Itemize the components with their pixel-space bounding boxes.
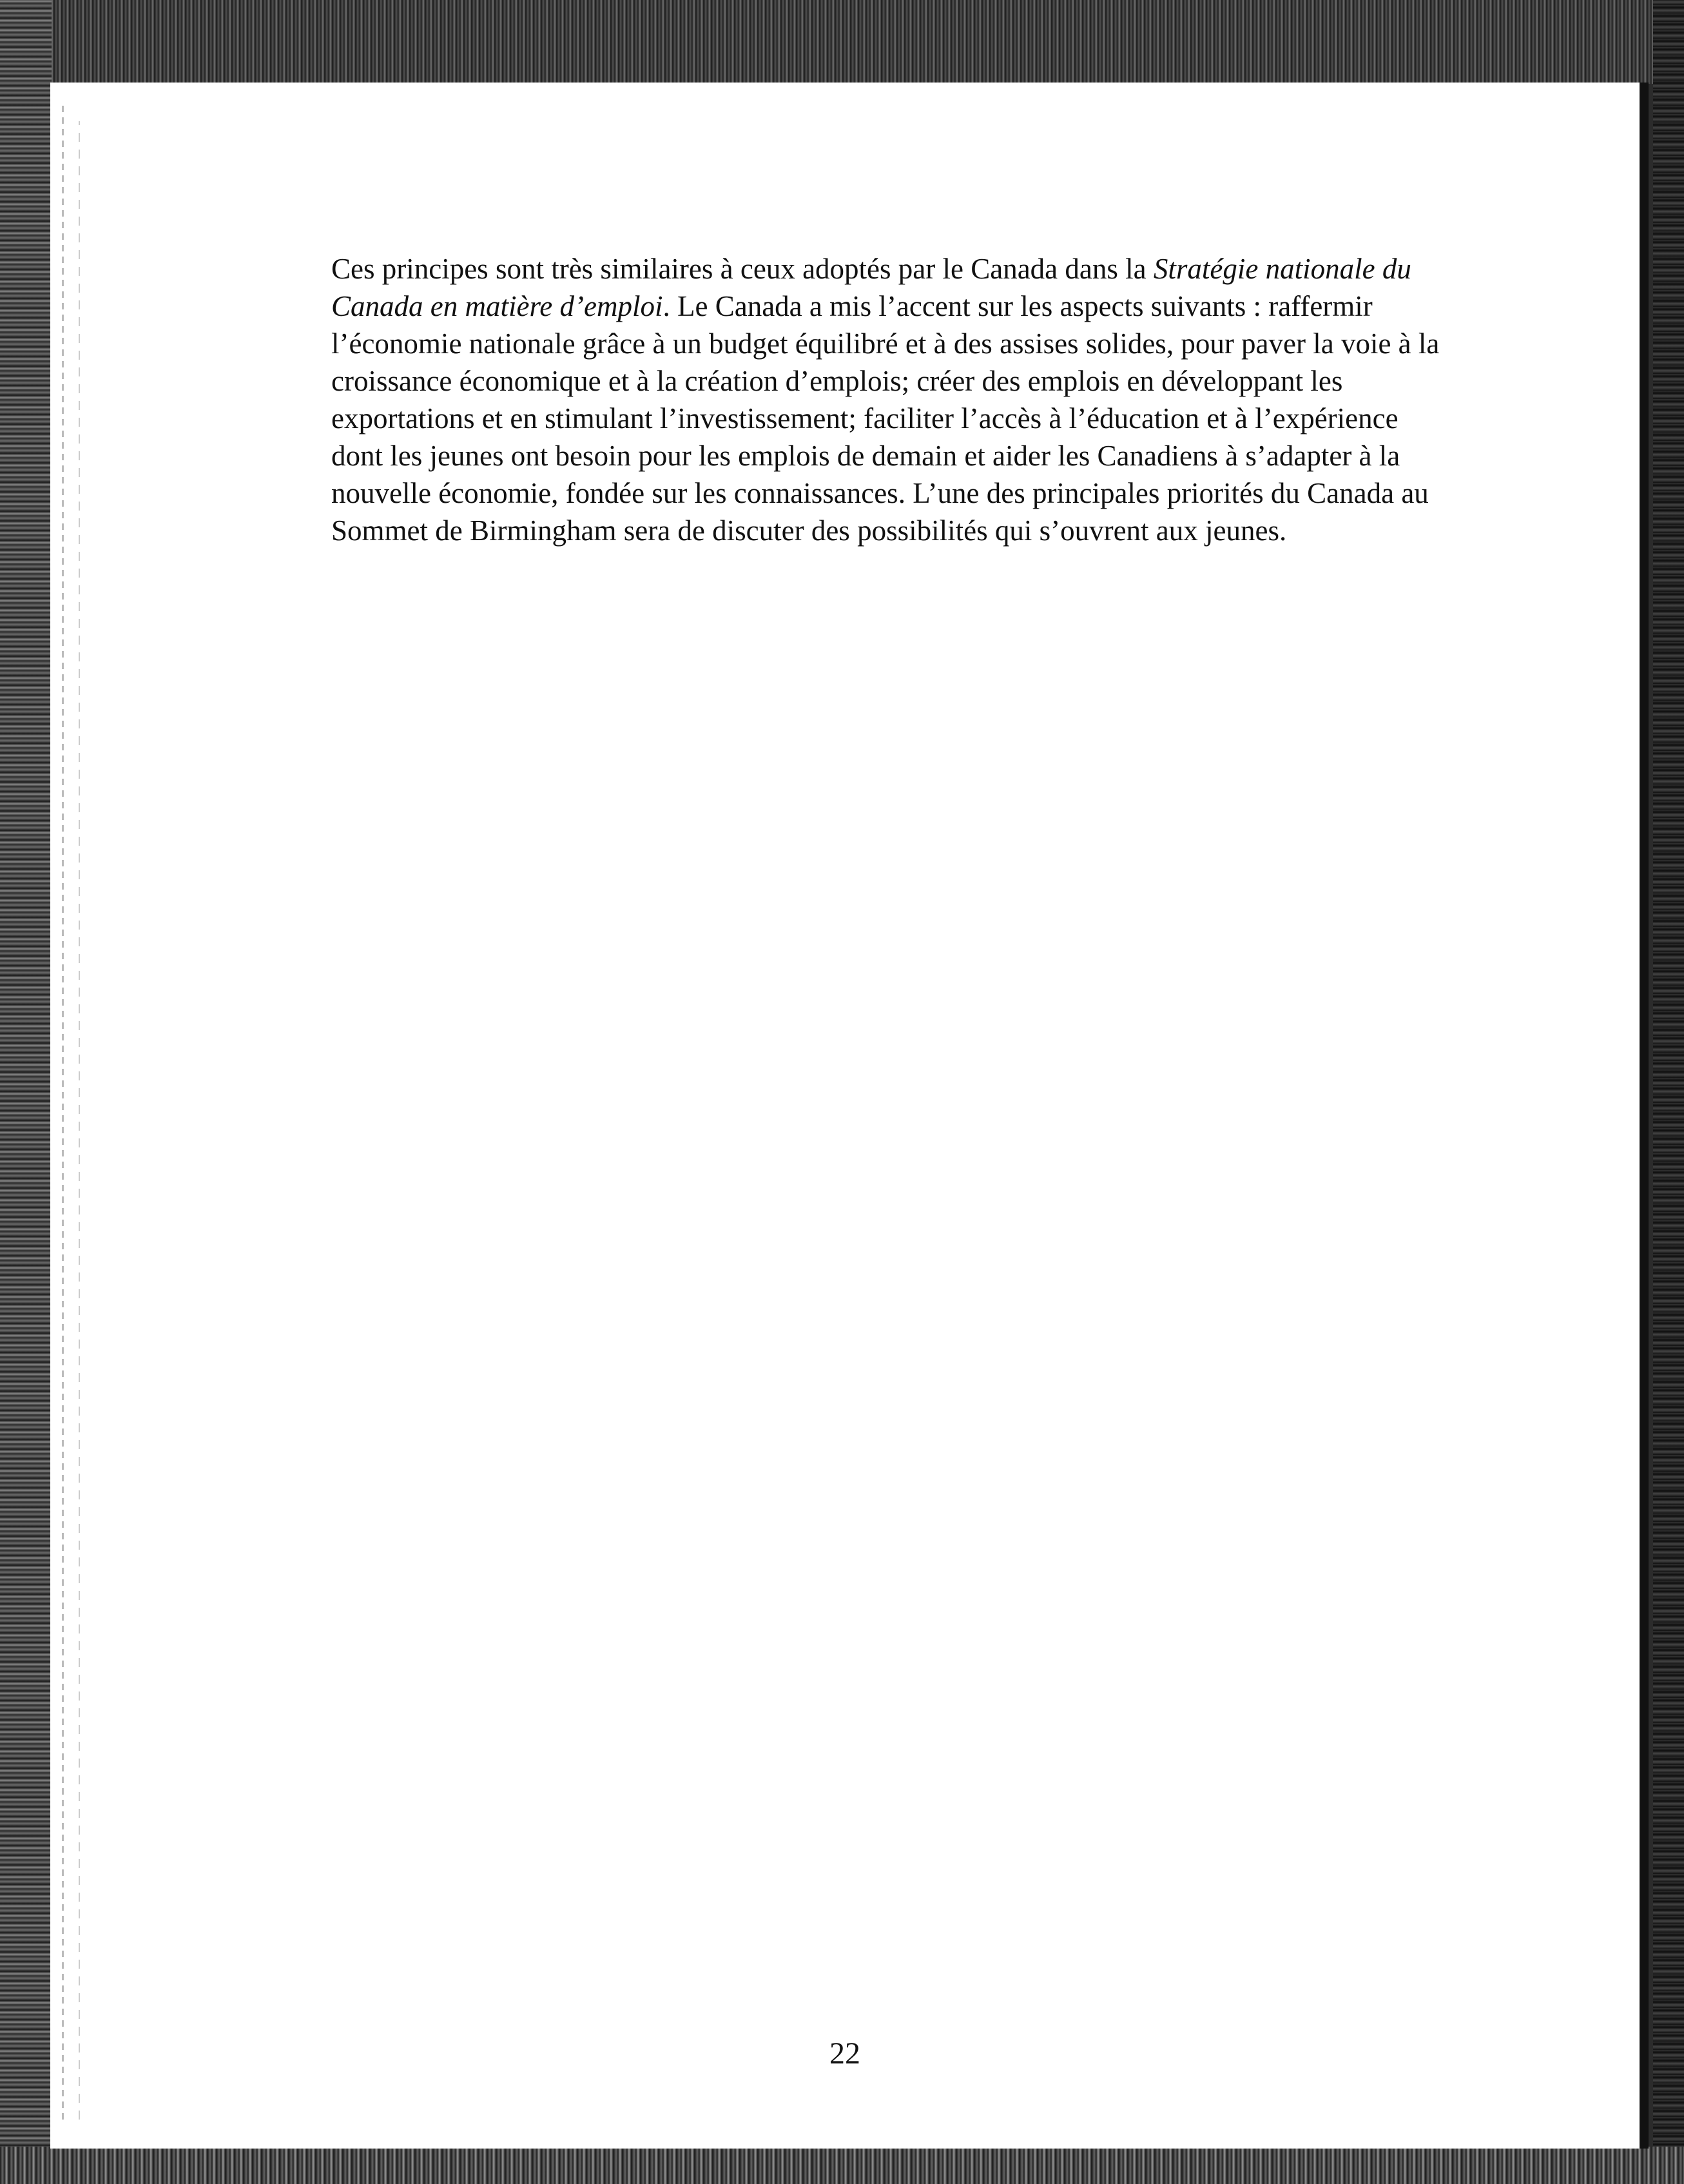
binding-edge-mark: [62, 102, 64, 2120]
scan-border-left: [0, 0, 52, 2184]
paragraph-lead: Ces principes sont très similaires à ceux adoptés par le Canada dans la: [331, 253, 1154, 285]
strategy-title: Stratégie nationale du Canada en matière d’emploi: [331, 253, 1411, 322]
paragraph-rest: . Le Canada a mis l’accent sur les aspects suivants : raffermir l’économie nationale grâce à un budget équilibré et à des assises solides, pour paver la voie à la croissance économique et à la création d’emplois; créer des emplois en développant les exportations et en stimulant l’investissement; faciliter l’accès à l’éducation et à l’expérience dont les jeunes ont besoin pour les emplois de demain et aider les Canadiens à s’adapter à la nouvelle économie, fondée sur les connaissances. L’une des principales priorités du Canada au Sommet de Birmingham sera de discuter des possibilités qui s’ouvrent aux jeunes.: [331, 290, 1440, 547]
body-paragraph: [331, 250, 1440, 549]
scan-border-right: [1653, 0, 1684, 2184]
binding-edge-mark-secondary: [79, 121, 80, 2120]
scan-border-bottom: [0, 2147, 1684, 2184]
document-page: [50, 83, 1649, 2149]
page-number: 22: [829, 2036, 860, 2071]
scan-border-top: [0, 0, 1684, 84]
